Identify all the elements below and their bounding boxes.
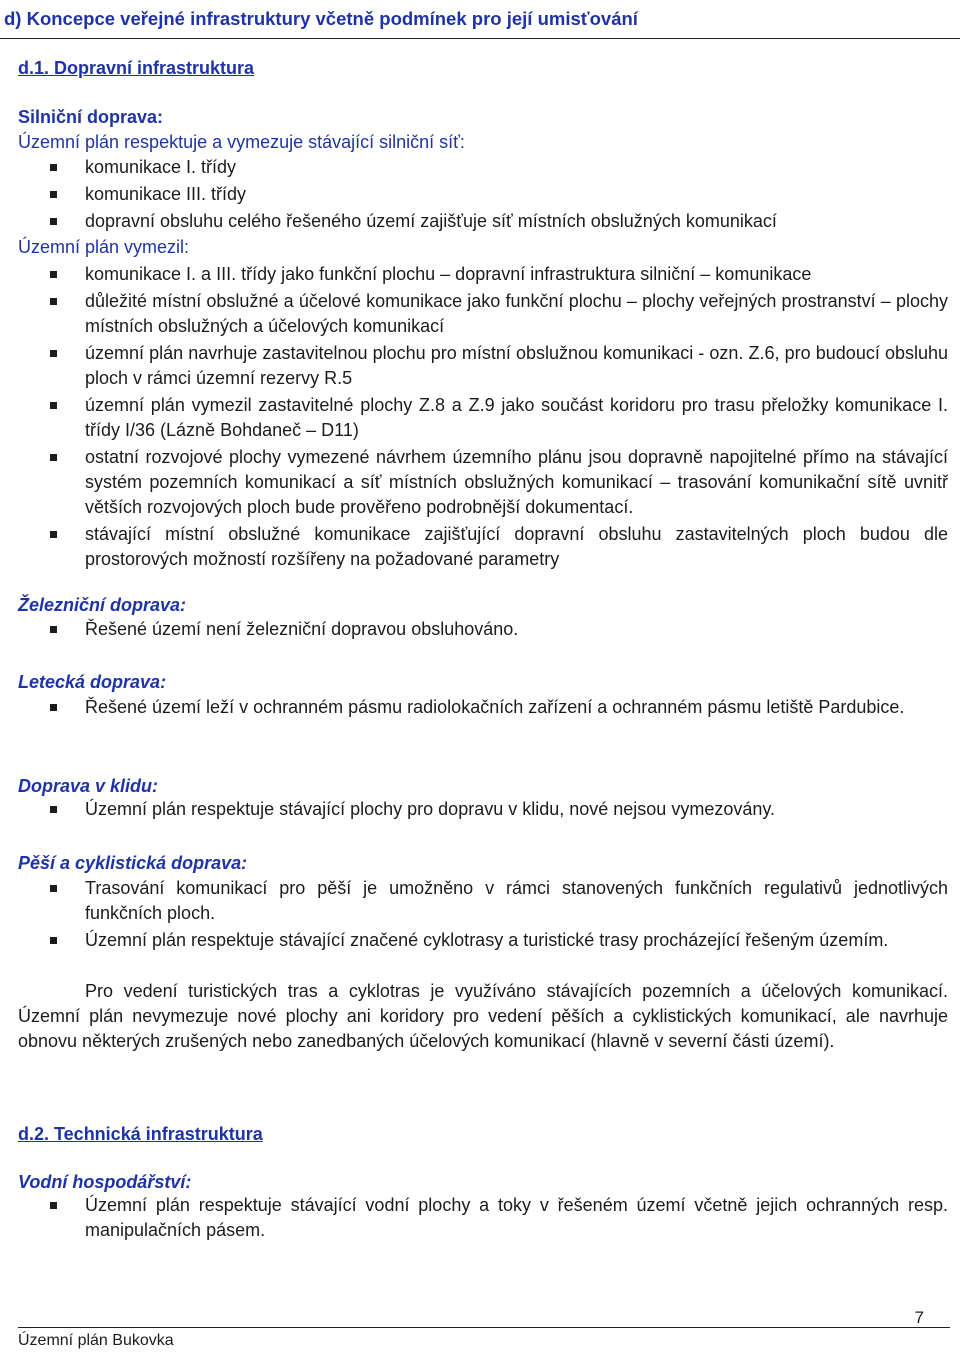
walk-paragraph: Pro vedení turistických tras a cyklotras je využíváno stávajících pozemních a účelových komunikací. Územní plán nevymezuje nové plochy ani koridory pro vedení pěších a cyklistických komunikací, ale navrhuje obnovu některých zrušených nebo zanedbaných účelových komunikací (hlavně v severní části území). — [18, 981, 948, 1051]
walk-heading: Pěší a cyklistická doprava: — [18, 853, 248, 873]
list-item: Trasování komunikací pro pěší je umožněno v rámci stanovených funkčních regulativů jednotlivých funkčních ploch. — [50, 876, 948, 926]
road-intro2: Územní plán vymezil: — [18, 237, 190, 257]
water-heading: Vodní hospodářství: — [18, 1172, 192, 1192]
rail-heading: Železniční doprava: — [18, 595, 187, 615]
list-item: důležité místní obslužné a účelové komunikace jako funkční plochu – plochy veřejných prostranství – plochy místních obslužných a účelových komunikací — [50, 289, 948, 339]
parking-list — [50, 797, 948, 824]
road-heading — [18, 105, 163, 130]
footer-text: Územní plán Bukovka — [18, 1332, 174, 1349]
list-item: Územní plán respektuje stávající vodní plochy a toky v řešeném území včetně jejich ochranných resp. manipulačních pásem. — [50, 1193, 948, 1243]
subsection-title-transport: d.1. Dopravní infrastruktura — [18, 58, 255, 78]
list-item: stávající místní obslužné komunikace zajišťující dopravní obsluhu zastavitelných ploch budou dle prostorových možností rozšířeny na požadované parametry — [50, 522, 948, 572]
list-item: Územní plán respektuje stávající značené cyklotrasy a turistické trasy procházející řešeným územím. — [50, 928, 948, 953]
list-item: územní plán navrhuje zastavitelnou plochu pro místní obslužnou komunikaci - ozn. Z.6, pro budoucí obsluhu ploch v rámci územní rezervy R.5 — [50, 341, 948, 391]
air-list — [50, 695, 948, 722]
document-header — [0, 0, 960, 39]
list-item: komunikace I. třídy — [50, 155, 948, 180]
list-item: Územní plán respektuje stávající plochy pro dopravu v klidu, nové nejsou vymezovány. — [50, 797, 948, 822]
list-item: Řešené území leží v ochranném pásmu radiolokačních zařízení a ochranném pásmu letiště Pardubice. — [50, 695, 948, 720]
list-item: ostatní rozvojové plochy vymezené návrhem územního plánu jsou dopravně napojitelné přímo na stávající systém pozemních komunikací a síť místních obslužných komunikací – trasování komunikační sítě uvnitř větších rozvojových ploch bude prověřeno podrobnější dokumentací. — [50, 445, 948, 520]
rail-list — [50, 617, 948, 644]
road-list-2 — [50, 262, 948, 574]
page-number: 7 — [914, 1308, 924, 1327]
road-heading-text: Silniční doprava: — [18, 107, 164, 127]
road-intro1: Územní plán respektuje a vymezuje stávající silniční síť: — [18, 132, 465, 152]
water-list — [50, 1193, 948, 1245]
list-item: komunikace I. a III. třídy jako funkční plochu – dopravní infrastruktura silniční – komunikace — [50, 262, 948, 287]
air-heading: Letecká doprava: — [18, 672, 167, 692]
walk-list — [50, 876, 948, 955]
list-item: územní plán vymezil zastavitelné plochy Z.8 a Z.9 jako součást koridoru pro trasu přeložky komunikace I. třídy I/36 (Lázně Bohdaneč – D11) — [50, 393, 948, 443]
list-item: dopravní obsluhu celého řešeného území zajišťuje síť místních obslužných komunikací — [50, 209, 948, 234]
list-item: komunikace III. třídy — [50, 182, 948, 207]
subsection-title-technical: d.2. Technická infrastruktura — [18, 1124, 263, 1144]
parking-heading: Doprava v klidu: — [18, 776, 159, 796]
road-list-1 — [50, 155, 948, 236]
list-item: Řešené území není železniční dopravou obsluhováno. — [50, 617, 948, 642]
section-title: d) Koncepce veřejné infrastruktury včetně podmínek pro její umisťování — [4, 8, 638, 29]
